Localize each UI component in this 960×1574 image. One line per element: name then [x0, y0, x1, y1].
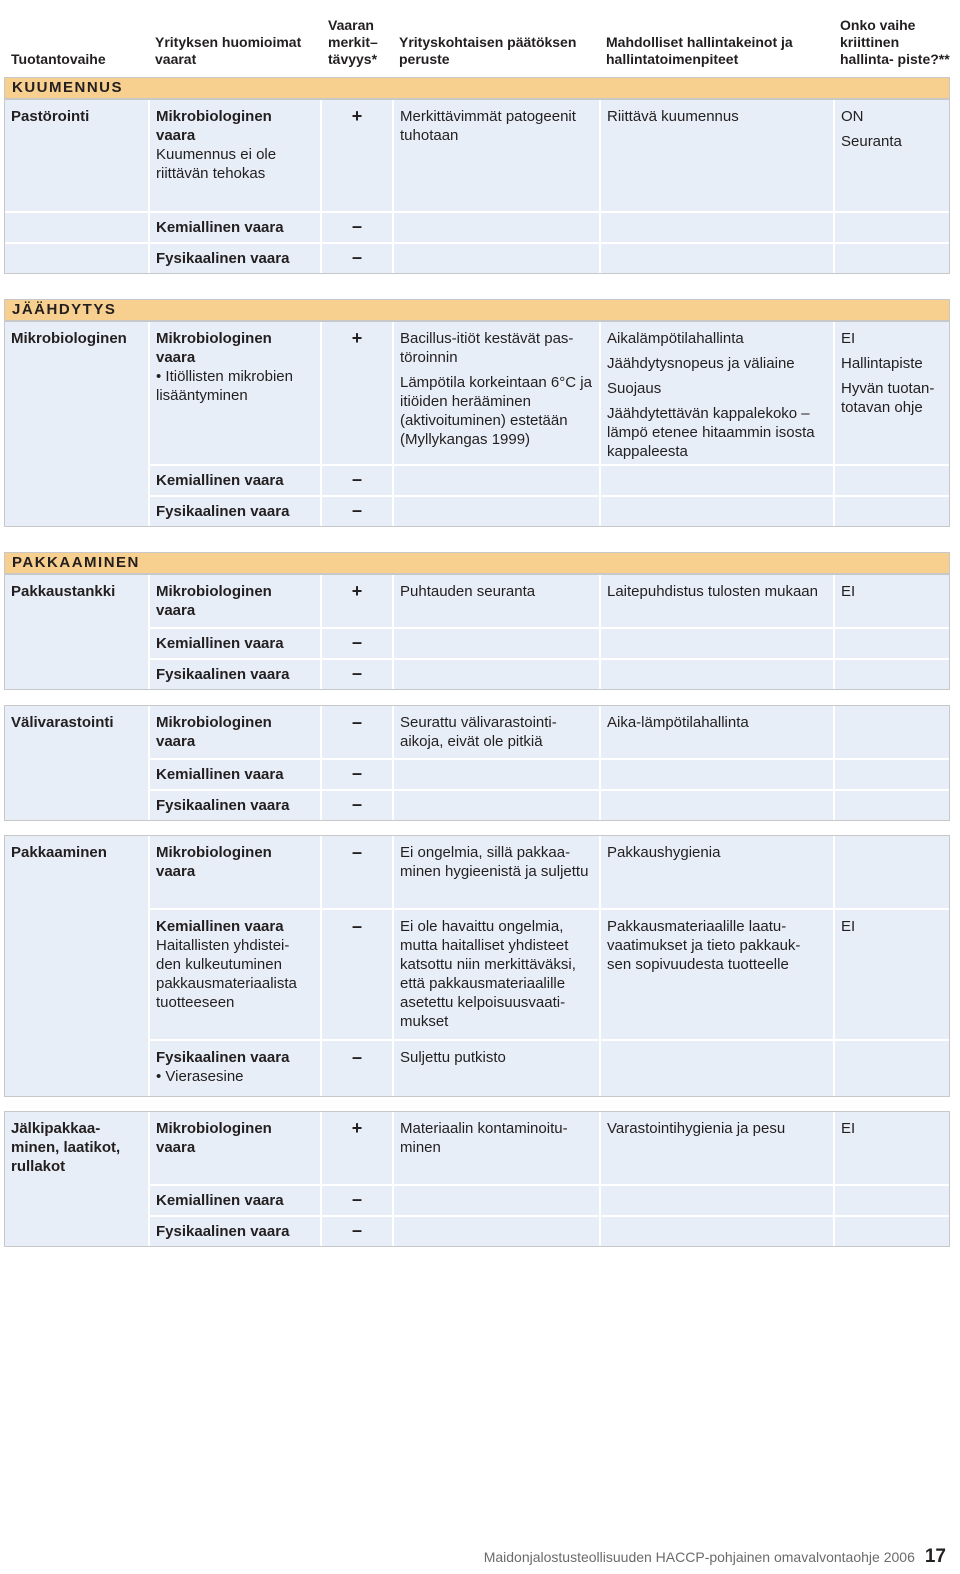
- cell-empty: [601, 760, 833, 789]
- cell-vaihe: Pastörointi: [5, 100, 148, 211]
- cell-hallintakeinot: Pakkaushygienia: [601, 836, 833, 908]
- cell-merkitys: –: [322, 1186, 392, 1215]
- cell-empty: [394, 213, 599, 242]
- cell-empty: [835, 213, 949, 242]
- cell-empty: [394, 760, 599, 789]
- cell-vaihe: Pakkaaminen: [5, 836, 148, 1096]
- cell-empty: [394, 629, 599, 658]
- cell-hallintakeinot: Laitepuhdistus tulosten mukaan: [601, 575, 833, 627]
- cell-empty: [835, 660, 949, 689]
- cell-merkitys: –: [322, 466, 392, 495]
- cell-empty: [835, 1186, 949, 1215]
- cell-merkitys: –: [322, 836, 392, 908]
- cell-kriittinen: [835, 100, 949, 211]
- cell-empty: [835, 706, 949, 758]
- cell-kem-vaara: Kemiallinen vaara: [150, 213, 320, 242]
- hazard-desc: • Vierasesine: [156, 1068, 244, 1085]
- kriittinen-line: ON: [841, 108, 864, 125]
- cell-hallintakeinot: Riittävä kuumennus: [601, 100, 833, 211]
- cell-hallintakeinot: Aika-lämpötilahallinta: [601, 706, 833, 758]
- cell-empty: [601, 1186, 833, 1215]
- cell-merkitys: –: [322, 497, 392, 526]
- cell-mikro-vaara: Mikrobiologinen vaara: [150, 575, 320, 627]
- group-valivarastointi: [4, 705, 950, 821]
- cell-empty: [835, 791, 949, 820]
- hazard-desc: Haitallisten yhdistei- den kulkeutuminen pakkausmateriaalista tuotteeseen: [156, 937, 297, 1011]
- cell-empty: [601, 1041, 833, 1096]
- cell-empty: [394, 1217, 599, 1246]
- keino-line: Suojaus: [607, 380, 662, 397]
- cell-empty: [835, 466, 949, 495]
- cell-kem-vaara: Kemiallinen vaara: [150, 629, 320, 658]
- page-footer: [484, 1547, 946, 1569]
- hazard-title: Fysikaalinen vaara: [156, 1049, 290, 1066]
- cell-merkitys: –: [322, 213, 392, 242]
- cell-merkitys: –: [322, 244, 392, 273]
- cell-fys-vaara: Fysikaalinen vaara: [150, 1217, 320, 1246]
- cell-merkitys: –: [322, 1217, 392, 1246]
- cell-hallintakeinot: Varastointihygienia ja pesu: [601, 1112, 833, 1184]
- cell-merkitys: –: [322, 910, 392, 1039]
- cell-empty: [601, 660, 833, 689]
- cell-peruste: [394, 322, 599, 464]
- keino-line: Jäähdytettävän kappalekoko – lämpö etenee hitaammin isosta kappaleesta: [607, 405, 815, 460]
- cell-peruste: Suljettu putkisto: [394, 1041, 599, 1096]
- cell-empty: [394, 660, 599, 689]
- cell-vaihe: Välivarastointi: [5, 706, 148, 820]
- cell-vaihe: Jälkipakkaa- minen, laatikot, rullakot: [5, 1112, 148, 1246]
- section-title-pakkaaminen: PAKKAAMINEN: [4, 552, 950, 574]
- cell-empty: [5, 213, 148, 242]
- footer-text: Maidonjalostusteollisuuden HACCP-pohjainen omavalvontaohje 2006: [483, 1549, 915, 1565]
- header-tuotantovaihe: Tuotantovaihe: [11, 51, 106, 67]
- group-pakkaaminen: [4, 835, 950, 1097]
- kriittinen-line: EI: [841, 330, 856, 347]
- cell-empty: [601, 497, 833, 526]
- cell-kem-vaara: [150, 910, 320, 1039]
- cell-empty: [601, 466, 833, 495]
- page-number: 17: [924, 1546, 946, 1567]
- cell-peruste: Materiaalin kontaminoitu- minen: [394, 1112, 599, 1184]
- hazard-desc: • Itiöllisten mikrobien lisääntyminen: [156, 368, 293, 404]
- cell-empty: [601, 213, 833, 242]
- cell-kriittinen: EI: [835, 910, 949, 1039]
- cell-merkitys: +: [322, 1112, 392, 1184]
- cell-empty: [394, 791, 599, 820]
- cell-kriittinen: [835, 322, 949, 464]
- cell-mikro-vaara: [150, 322, 320, 464]
- cell-empty: [835, 244, 949, 273]
- header-merkitys: Vaaran merkit– tävyys*: [328, 17, 378, 67]
- cell-empty: [394, 466, 599, 495]
- kriittinen-line: Seuranta: [841, 133, 902, 150]
- cell-peruste: Ei ongelmia, sillä pakkaa- minen hygieenistä ja suljettu: [394, 836, 599, 908]
- section-title-kuumennus: KUUMENNUS: [4, 77, 950, 99]
- cell-empty: [835, 760, 949, 789]
- cell-empty: [835, 1217, 949, 1246]
- cell-hallintakeinot: [601, 322, 833, 464]
- cell-hallintakeinot: Pakkausmateriaalille laatu- vaatimukset ja tieto pakkauk- sen sopivuudesta tuotteelle: [601, 910, 833, 1039]
- cell-merkitys: +: [322, 322, 392, 464]
- header-hallintakeinot: Mahdolliset hallintakeinot ja hallintatoimenpiteet: [606, 34, 793, 67]
- cell-merkitys: +: [322, 100, 392, 211]
- hazard-desc: Kuumennus ei ole riittävän tehokas: [156, 146, 277, 182]
- cell-fys-vaara: Fysikaalinen vaara: [150, 497, 320, 526]
- cell-empty: [835, 836, 949, 908]
- group-pakkaustankki: [4, 574, 950, 690]
- cell-merkitys: –: [322, 629, 392, 658]
- cell-mikro-vaara: Mikrobiologinen vaara: [150, 1112, 320, 1184]
- cell-mikro-vaara: Mikrobiologinen vaara: [150, 706, 320, 758]
- cell-fys-vaara: Fysikaalinen vaara: [150, 791, 320, 820]
- keino-line: Jäähdytysnopeus ja väliaine: [607, 355, 795, 372]
- group-jalkipakkaaminen: [4, 1111, 950, 1247]
- section-title-jaahdytys: JÄÄHDYTYS: [4, 299, 950, 321]
- table-header: [0, 0, 960, 72]
- cell-empty: [601, 244, 833, 273]
- cell-mikro-vaara: [150, 100, 320, 211]
- cell-vaihe: Pakkaustankki: [5, 575, 148, 689]
- peruste-line: Lämpötila korkeintaan 6°C ja itiöiden herääminen (aktivoituminen) estetään (Myllykangas 1999): [400, 374, 592, 448]
- cell-empty: [394, 497, 599, 526]
- cell-mikro-vaara: Mikrobiologinen vaara: [150, 836, 320, 908]
- cell-peruste: Seurattu välivarastointi- aikoja, eivät ole pitkiä: [394, 706, 599, 758]
- cell-empty: [394, 244, 599, 273]
- cell-kriittinen: EI: [835, 575, 949, 627]
- group-jaahdytys: [4, 321, 950, 527]
- cell-merkitys: –: [322, 706, 392, 758]
- cell-fys-vaara: Fysikaalinen vaara: [150, 660, 320, 689]
- cell-empty: [835, 1041, 949, 1096]
- cell-vaihe: Mikrobiologinen: [5, 322, 148, 526]
- cell-empty: [601, 629, 833, 658]
- header-kriittinen: Onko vaihe kriittinen hallinta- piste?**: [840, 17, 950, 67]
- group-pastorointi: [4, 99, 950, 274]
- header-peruste: Yrityskohtaisen päätöksen peruste: [399, 34, 577, 67]
- header-vaarat: Yrityksen huomioimat vaarat: [155, 34, 302, 67]
- hazard-title: Mikrobiologinen vaara: [156, 330, 272, 366]
- cell-merkitys: +: [322, 575, 392, 627]
- cell-merkitys: –: [322, 760, 392, 789]
- cell-empty: [835, 497, 949, 526]
- cell-fys-vaara: Fysikaalinen vaara: [150, 244, 320, 273]
- peruste-line: Bacillus-itiöt kestävät pas- töroinnin: [400, 330, 574, 366]
- cell-empty: [394, 1186, 599, 1215]
- cell-empty: [601, 791, 833, 820]
- cell-peruste: Puhtauden seuranta: [394, 575, 599, 627]
- cell-merkitys: –: [322, 791, 392, 820]
- cell-fys-vaara: [150, 1041, 320, 1096]
- cell-merkitys: –: [322, 660, 392, 689]
- kriittinen-line: Hallintapiste: [841, 355, 923, 372]
- cell-kem-vaara: Kemiallinen vaara: [150, 760, 320, 789]
- cell-merkitys: –: [322, 1041, 392, 1096]
- cell-kem-vaara: Kemiallinen vaara: [150, 466, 320, 495]
- kriittinen-line: Hyvän tuotan- totavan ohje: [841, 380, 935, 416]
- cell-empty: [601, 1217, 833, 1246]
- keino-line: Aikalämpötilahallinta: [607, 330, 744, 347]
- cell-empty: [5, 244, 148, 273]
- cell-kriittinen: EI: [835, 1112, 949, 1184]
- cell-empty: [835, 629, 949, 658]
- cell-peruste: Merkittävimmät patogeenit tuhotaan: [394, 100, 599, 211]
- cell-kem-vaara: Kemiallinen vaara: [150, 1186, 320, 1215]
- cell-peruste: Ei ole havaittu ongelmia, mutta haitalliset yhdisteet katsottu niin merkittäväksi, että pakkausmateriaalille asetettu kelpoisuusvaati- mukset: [394, 910, 599, 1039]
- hazard-title: Kemiallinen vaara: [156, 918, 284, 935]
- hazard-title: Mikrobiologinen vaara: [156, 108, 272, 144]
